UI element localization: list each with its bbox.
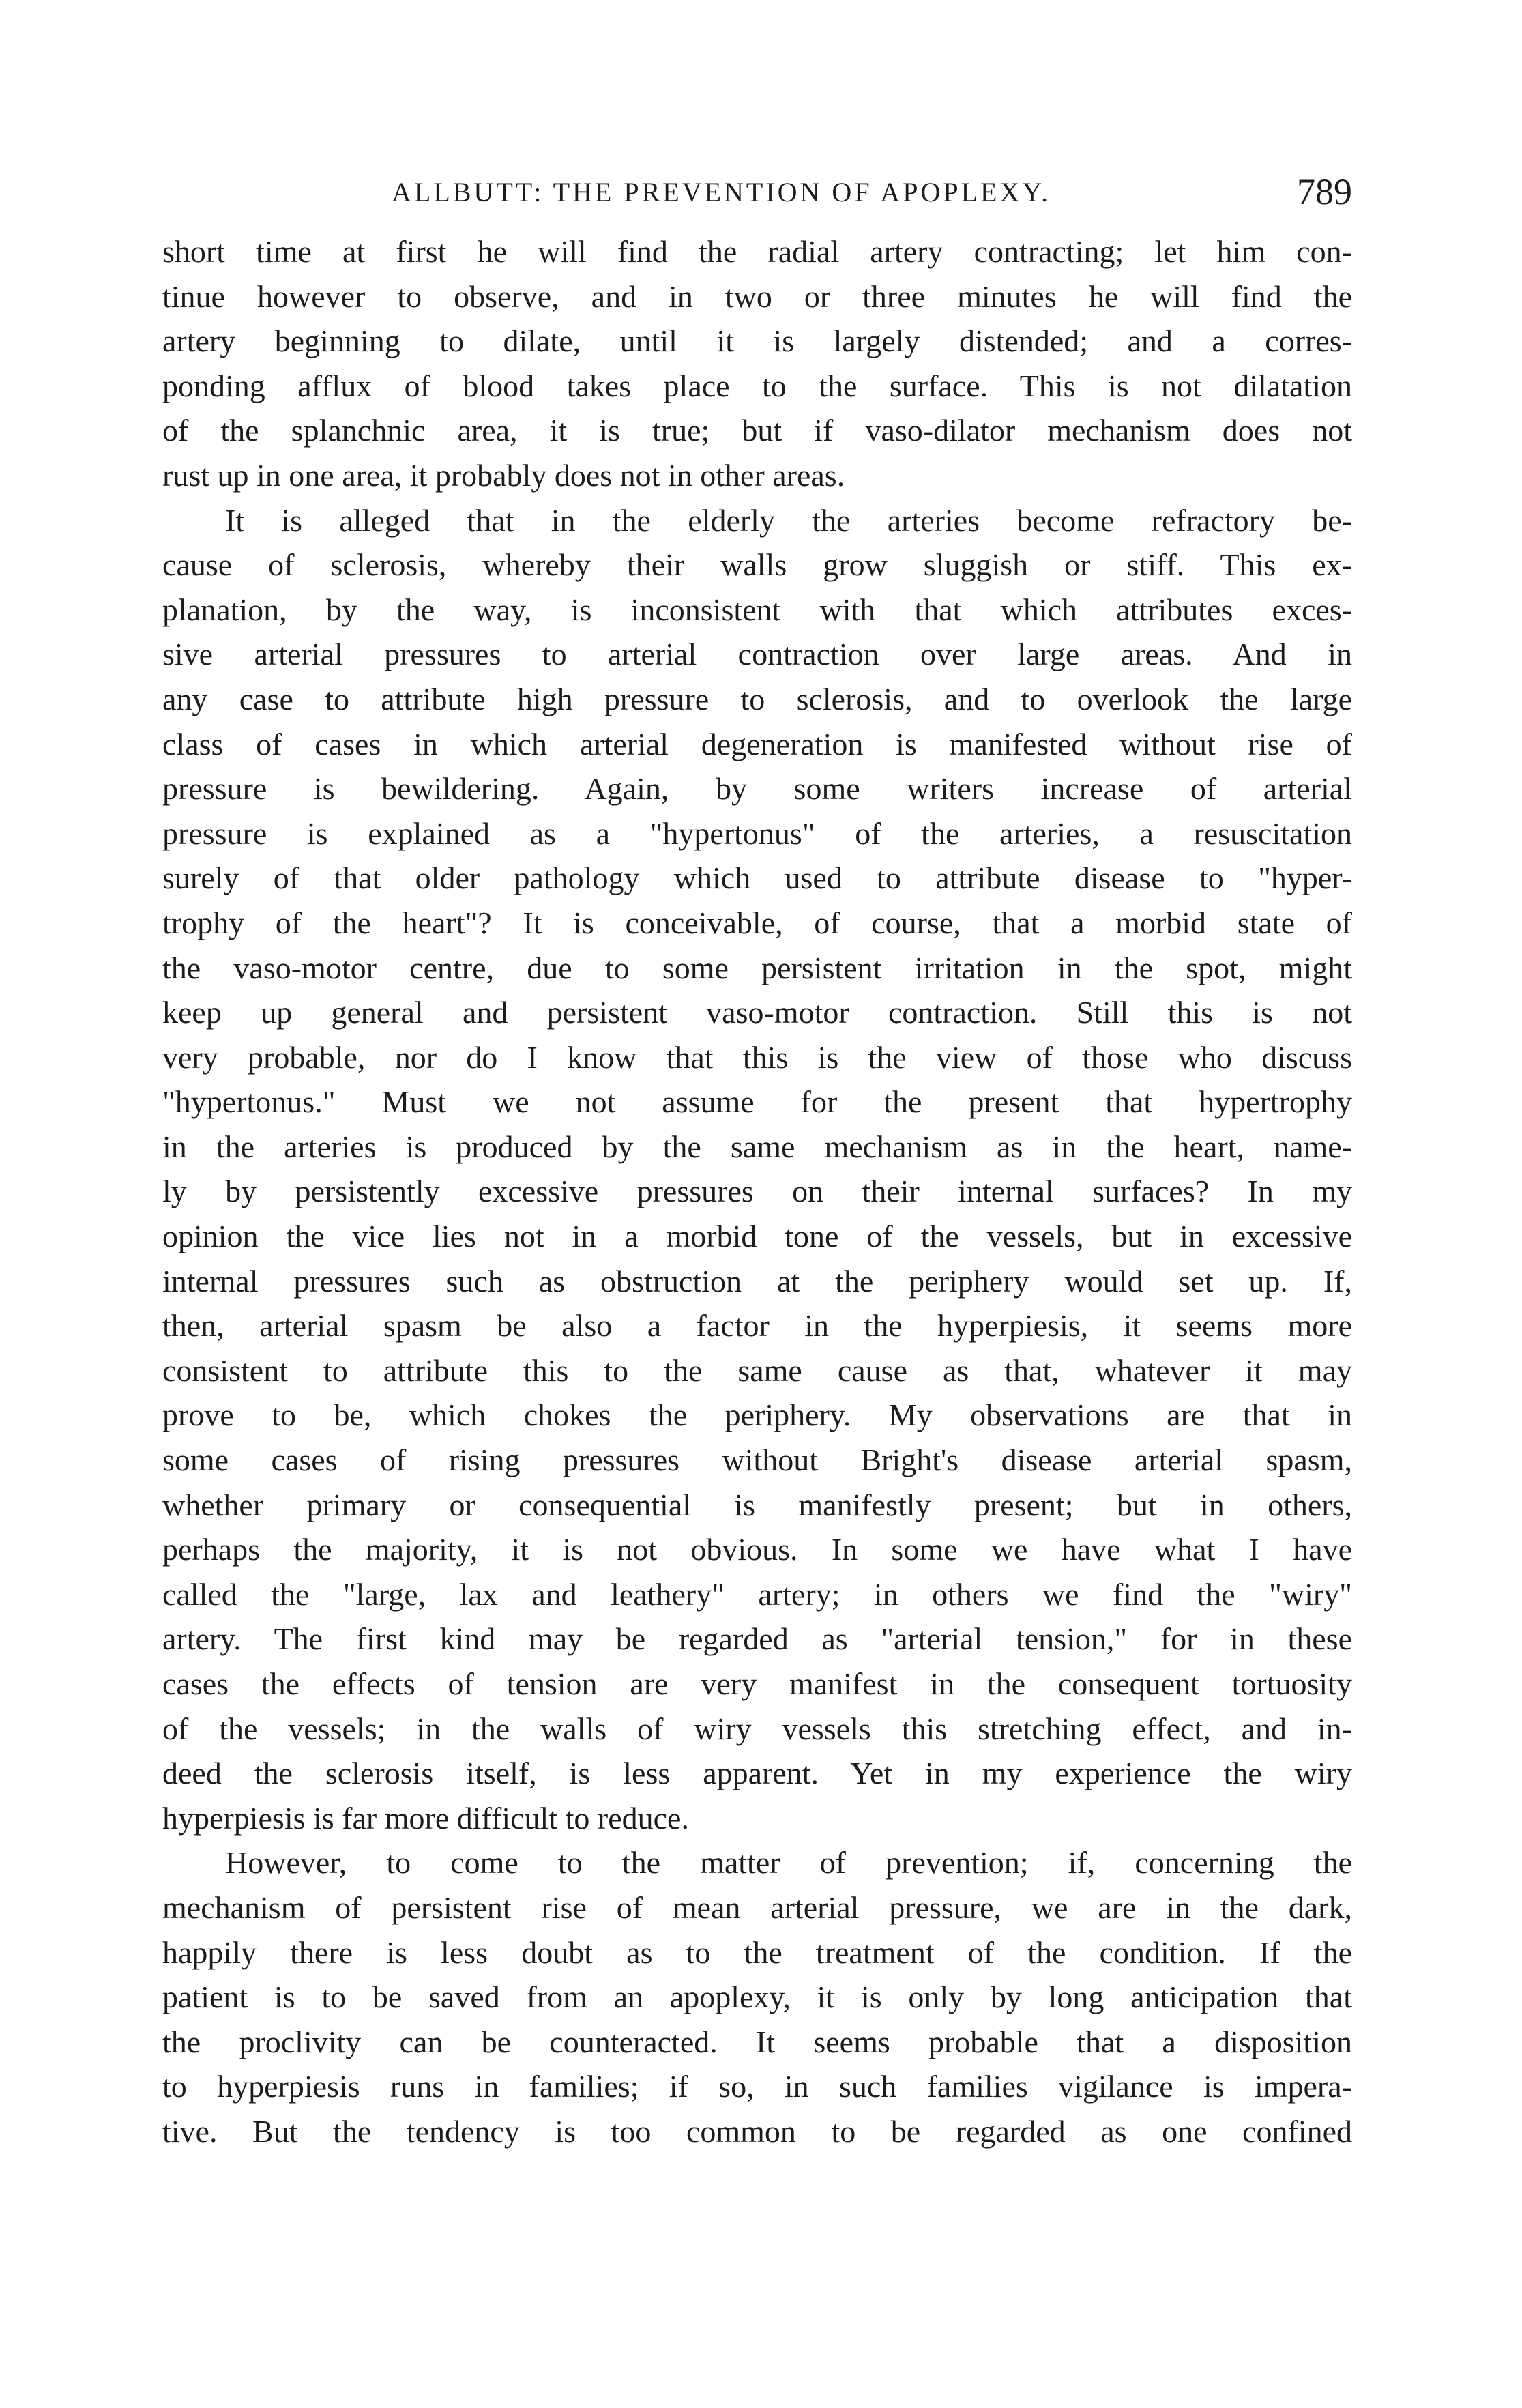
text-line: deed the sclerosis itself, is less apparent. Yet in my experience the wiry	[162, 1756, 1352, 1791]
text-line: keep up general and persistent vaso-motor contraction. Still this is not	[162, 995, 1352, 1030]
text-line: hyperpiesis is far more difficult to reduce.	[162, 1800, 689, 1836]
text-line: pressure is bewildering. Again, by some writers increase of arterial	[162, 771, 1352, 807]
text-line: patient is to be saved from an apoplexy, it is only by long anticipation that	[162, 1979, 1352, 2015]
text-line: ly by persistently excessive pressures on their internal surfaces? In my	[162, 1174, 1352, 1209]
text-line: trophy of the heart"? It is conceivable, of course, that a morbid state of	[162, 905, 1352, 940]
text-line: artery beginning to dilate, until it is largely distended; and a corres-	[162, 323, 1352, 359]
text-line: very probable, nor do I know that this is the view of those who discuss	[162, 1039, 1352, 1075]
text-line: "hypertonus." Must we not assume for the present that hypertrophy	[162, 1084, 1352, 1120]
text-line: surely of that older pathology which used to attribute disease to "hyper-	[162, 860, 1352, 896]
text-line: artery. The first kind may be regarded as "arterial tension," for in these	[162, 1621, 1352, 1657]
text-line: the vaso-motor centre, due to some persistent irritation in the spot, might	[162, 950, 1352, 985]
body-text	[162, 229, 1352, 2154]
text-line: sive arterial pressures to arterial contraction over large areas. And in	[162, 637, 1352, 672]
text-line: happily there is less doubt as to the treatment of the condition. If the	[162, 1934, 1352, 1970]
text-line: class of cases in which arterial degeneration is manifested without rise of	[162, 726, 1352, 761]
text-line: ponding afflux of blood takes place to the surface. This is not dilatation	[162, 368, 1352, 403]
text-line: called the "large, lax and leathery" artery; in others we find the "wiry"	[162, 1576, 1352, 1612]
text-line: tinue however to observe, and in two or three minutes he will find the	[162, 278, 1352, 314]
text-line: some cases of rising pressures without Bright's disease arterial spasm,	[162, 1442, 1352, 1478]
text-line: pressure is explained as a "hypertonus" of the arteries, a resuscitation	[162, 815, 1352, 851]
text-line: the proclivity can be counteracted. It seems probable that a disposition	[162, 2024, 1352, 2059]
text-line: any case to attribute high pressure to sclerosis, and to overlook the large	[162, 681, 1352, 716]
text-line: whether primary or consequential is manifestly present; but in others,	[162, 1487, 1352, 1522]
text-line: It is alleged that in the elderly the arteries become refractory be-	[225, 502, 1352, 538]
text-line: cases the effects of tension are very manifest in the consequent tortuosity	[162, 1666, 1352, 1701]
text-line: tive. But the tendency is too common to be regarded as one confined	[162, 2113, 1352, 2149]
text-line: opinion the vice lies not in a morbid tone of the vessels, but in excessive	[162, 1219, 1352, 1254]
text-line: then, arterial spasm be also a factor in the hyperpiesis, it seems more	[162, 1308, 1352, 1344]
text-line: of the splanchnic area, it is true; but if vaso-dilator mechanism does not	[162, 413, 1352, 448]
page-number: 789	[1297, 171, 1352, 212]
running-title: ALLBUTT: THE PREVENTION OF APOPLEXY.	[392, 177, 1051, 207]
text-line: perhaps the majority, it is not obvious. In some we have what I have	[162, 1532, 1352, 1567]
text-line: short time at first he will find the radial artery contracting; let him con-	[162, 234, 1352, 269]
text-line: to hyperpiesis runs in families; if so, in such families vigilance is impera-	[162, 2069, 1352, 2104]
text-line: mechanism of persistent rise of mean arterial pressure, we are in the dark,	[162, 1889, 1352, 1925]
text-line: planation, by the way, is inconsistent with that which attributes exces-	[162, 592, 1352, 627]
text-line: of the vessels; in the walls of wiry vessels this stretching effect, and in-	[162, 1711, 1352, 1746]
text-line: However, to come to the matter of prevention; if, concerning the	[225, 1845, 1352, 1881]
text-line: in the arteries is produced by the same mechanism as in the heart, name-	[162, 1129, 1352, 1164]
text-line: cause of sclerosis, whereby their walls grow sluggish or stiff. This ex-	[162, 547, 1352, 583]
running-head	[162, 171, 1352, 217]
text-line: internal pressures such as obstruction at the periphery would set up. If,	[162, 1263, 1352, 1299]
text-line: rust up in one area, it probably does not in other areas.	[162, 457, 845, 493]
text-line: prove to be, which chokes the periphery. My observations are that in	[162, 1397, 1352, 1433]
text-line: consistent to attribute this to the same cause as that, whatever it may	[162, 1352, 1352, 1388]
